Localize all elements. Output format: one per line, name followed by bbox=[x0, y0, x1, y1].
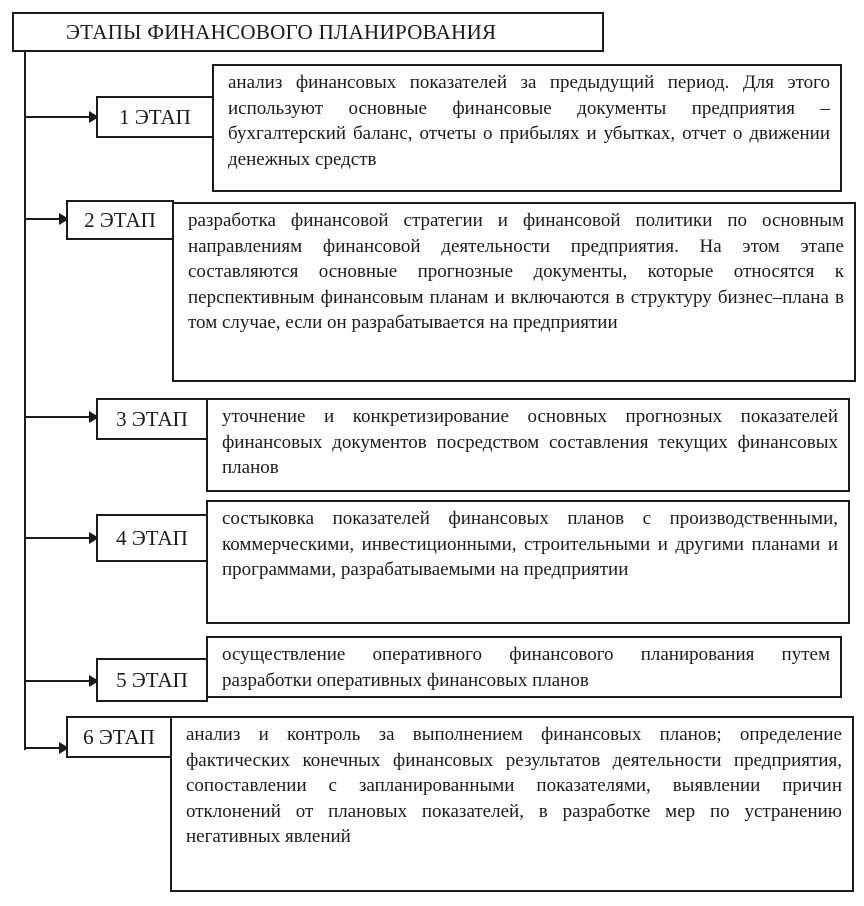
diagram-title: ЭТАПЫ ФИНАНСОВОГО ПЛАНИРОВАНИЯ bbox=[12, 12, 604, 52]
stage-5-arrow bbox=[25, 680, 89, 682]
flow-spine-line bbox=[24, 52, 26, 750]
stage-2-label: 2 ЭТАП bbox=[66, 200, 174, 240]
stage-4-description: состыковка показателей финансовых планов с производственными, коммерческими, инвестиционными, строительными и другими планами и программами, разрабатываемыми на предприятии bbox=[206, 500, 850, 624]
stage-5-label: 5 ЭТАП bbox=[96, 658, 208, 702]
stage-4-label: 4 ЭТАП bbox=[96, 514, 208, 562]
stage-5-description: осуществление оперативного финансового планирования путем разработки оперативных финансовых планов bbox=[206, 636, 842, 698]
stage-3-arrow bbox=[25, 416, 89, 418]
stage-6-arrow bbox=[25, 747, 59, 749]
stage-2-arrow bbox=[25, 218, 59, 220]
stage-6-label: 6 ЭТАП bbox=[66, 716, 172, 758]
stage-4-arrow bbox=[25, 537, 89, 539]
stage-6-description: анализ и контроль за выполнением финансовых планов; определение фактических конечных финансовых результатов деятельности предприятия, сопоставлении с запланированными показателями, выявлении причин отклонений от плановых показателей, в разработке мер по устранению негативных явлений bbox=[170, 716, 854, 892]
stage-1-description: анализ финансовых показателей за предыдущий период. Для этого используют основные финансовые документы предприятия – бухгалтерский баланс, отчеты о прибылях и убытках, отчет о движении денежных средств bbox=[212, 64, 842, 192]
stage-1-label: 1 ЭТАП bbox=[96, 96, 214, 138]
stage-3-description: уточнение и конкретизирование основных прогнозных показателей финансовых документов посредством составления текущих финансовых планов bbox=[206, 398, 850, 492]
stage-3-label: 3 ЭТАП bbox=[96, 398, 208, 440]
stage-2-description: разработка финансовой стратегии и финансовой политики по основным направлениям финансовой деятельности предприятия. На этом этапе составляются основные прогнозные документы, которые относятся к перспективным финансовым планам и включаются в структуру бизнес–плана в том случае, если он разрабатывается на предприятии bbox=[172, 202, 856, 382]
stage-1-arrow bbox=[25, 116, 89, 118]
